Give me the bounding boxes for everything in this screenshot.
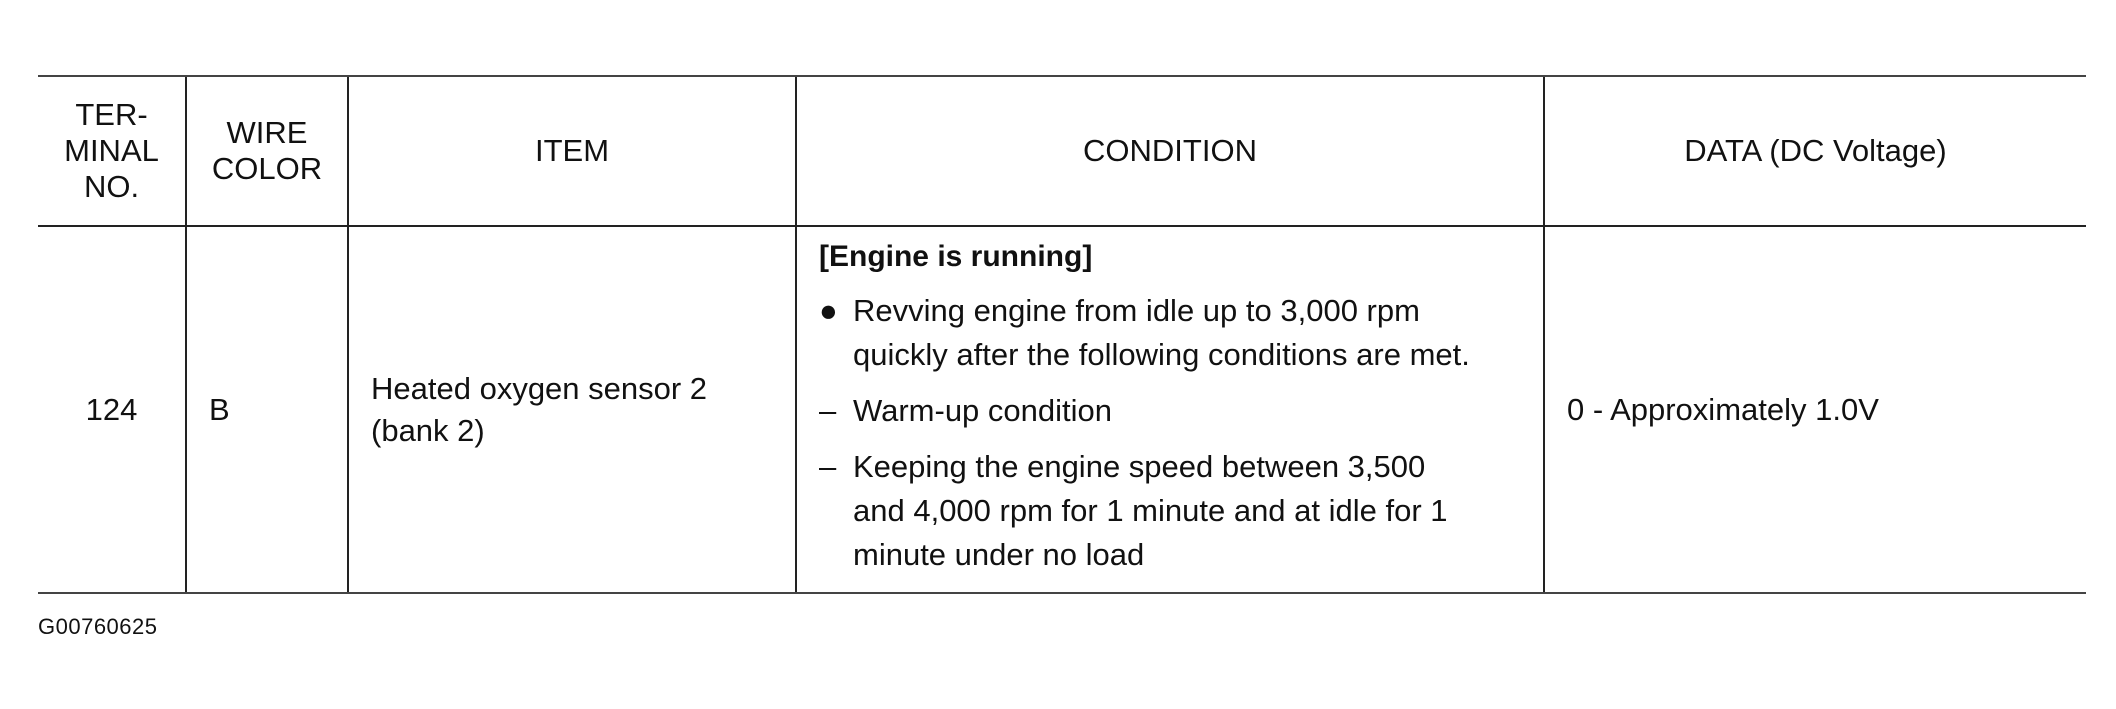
data-voltage-cell: 0 - Approximately 1.0V [1544, 226, 2086, 593]
condition-bullet-item [819, 289, 1533, 377]
header-wire-line: WIRE [226, 115, 308, 150]
header-wire-line: COLOR [211, 151, 323, 186]
header-data: DATA (DC Voltage) [1544, 76, 2086, 226]
header-terminal-line: TER- [75, 97, 148, 132]
header-terminal-line: MINAL [64, 133, 159, 168]
condition-text-line: Warm-up condition [853, 393, 1113, 428]
table-row [38, 226, 2086, 593]
dash-icon: – [819, 449, 837, 484]
header-condition: CONDITION [796, 76, 1544, 226]
condition-heading: [Engine is running] [819, 240, 1093, 273]
terminal-number-cell: 124 [38, 226, 186, 593]
condition-text-line: minute under no load [853, 537, 1145, 572]
item-line: Heated oxygen sensor 2 [371, 370, 708, 406]
terminal-data-table [38, 75, 2086, 594]
bullet-icon: ● [819, 293, 838, 328]
condition-text-line: Keeping the engine speed between 3,500 [853, 449, 1426, 484]
item-line: (bank 2) [371, 412, 485, 448]
dash-icon: – [819, 393, 837, 428]
condition-text-line: and 4,000 rpm for 1 minute and at idle for 1 [853, 493, 1448, 528]
header-terminal-line: NO. [83, 169, 140, 204]
condition-dash-item [819, 445, 1533, 577]
item-cell [348, 226, 796, 593]
condition-text-line: Revving engine from idle up to 3,000 rpm [853, 293, 1420, 328]
header-wire-color [186, 76, 348, 226]
wire-color-cell: B [186, 226, 348, 593]
header-terminal-no [38, 76, 186, 226]
figure-id: G00760625 [38, 614, 158, 639]
condition-cell [796, 226, 1544, 593]
condition-text-line: quickly after the following conditions are met. [853, 337, 1470, 372]
condition-dash-item [819, 389, 1533, 433]
table-header-row [38, 76, 2086, 226]
header-item: ITEM [348, 76, 796, 226]
